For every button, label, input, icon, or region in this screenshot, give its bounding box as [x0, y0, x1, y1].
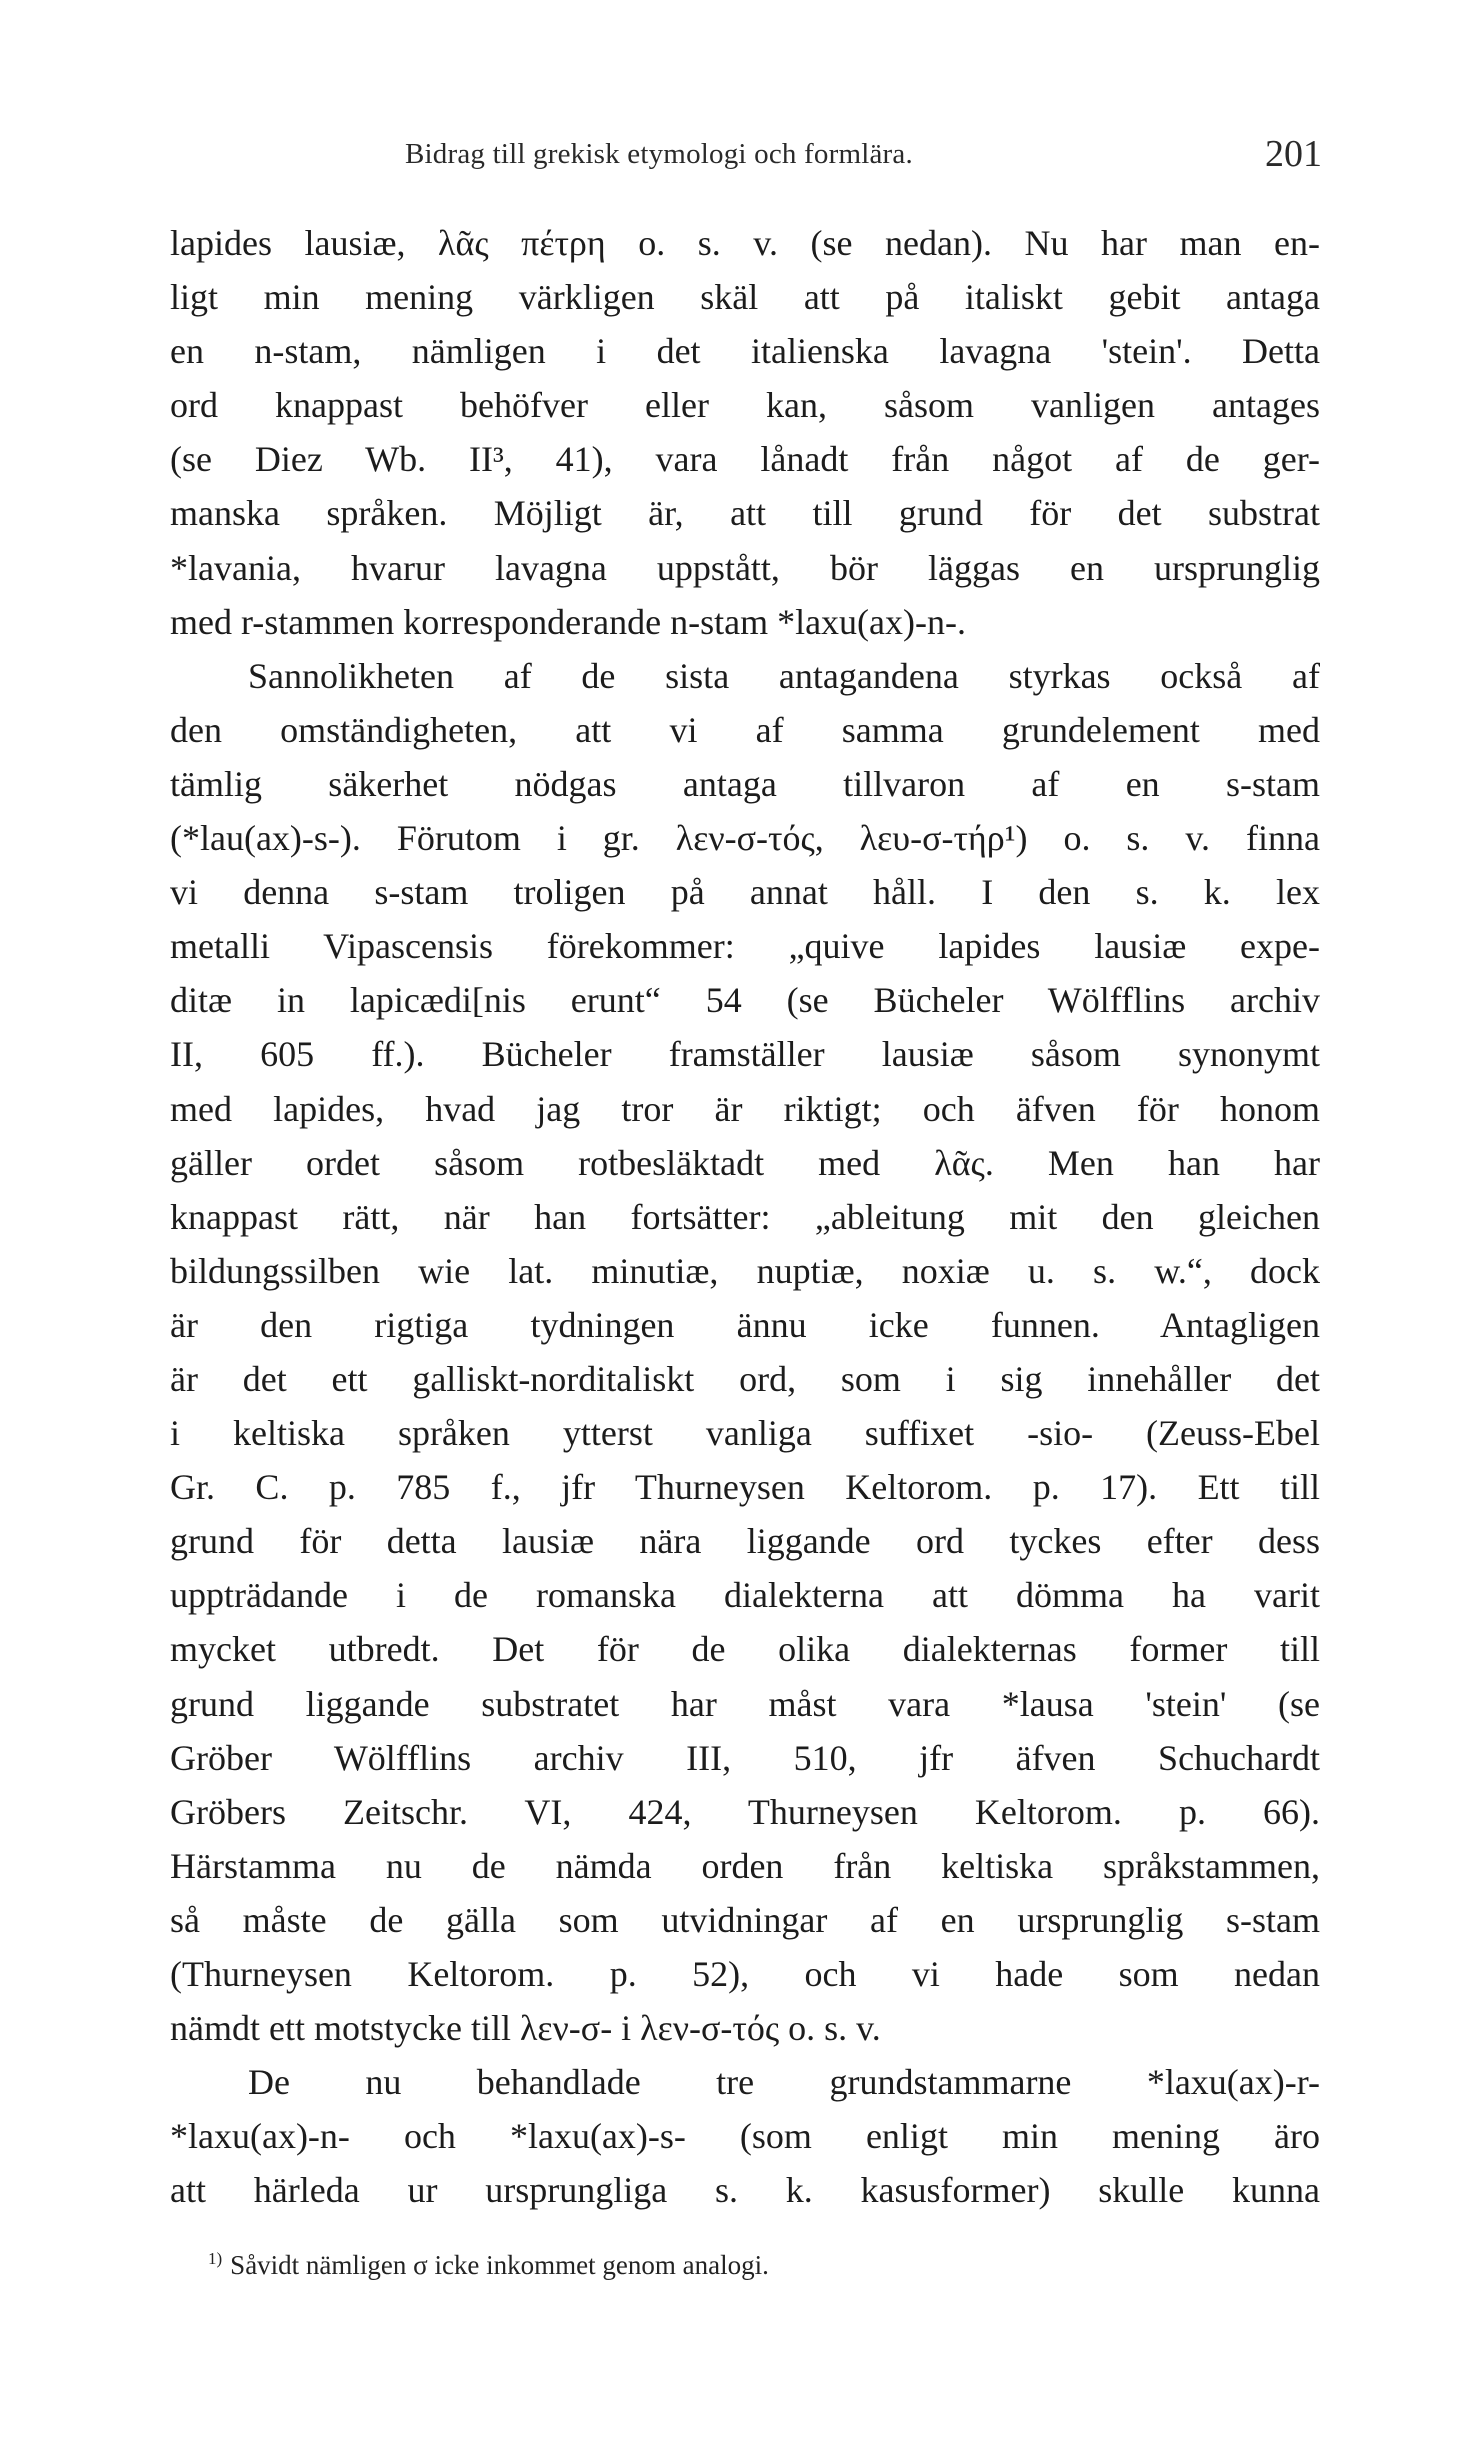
text-line: gäller ordet såsom rotbesläktadt med λᾶς. Men han har	[170, 1142, 1320, 1183]
document-page	[170, 133, 1322, 2283]
text-line: i keltiska språken ytterst vanliga suffixet -sio- (Zeuss-Ebel	[170, 1413, 1320, 1454]
footnote	[170, 2241, 1320, 2283]
text-line: Gröber Wölfflins archiv III, 510, jfr äfven Schuchardt	[170, 1737, 1320, 1778]
text-line: så måste de gälla som utvidningar af en ursprunglig s-stam	[170, 1899, 1320, 1940]
text-line: ord knappast behöfver eller kan, såsom vanligen antages	[170, 385, 1320, 426]
text-line: grund för detta lausiæ nära liggande ord tyckes efter dess	[170, 1521, 1320, 1562]
text-line: tämlig säkerhet nödgas antaga tillvaron af en s-stam	[170, 763, 1320, 804]
text-line: Gr. C. p. 785 f., jfr Thurneysen Keltorom. p. 17). Ett till	[170, 1467, 1320, 1508]
text-line: med r-stammen korresponderande n-stam *laxu(ax)-n-.	[170, 601, 966, 642]
page-number: 201	[1265, 133, 1322, 175]
text-line: Sannolikheten af de sista antagandena styrkas också af	[248, 655, 1320, 696]
text-line: en n-stam, nämligen i det italienska lavagna 'stein'. Detta	[170, 331, 1320, 372]
text-line: metalli Vipascensis förekommer: „quive lapides lausiæ expe-	[170, 926, 1320, 967]
text-line: lapides lausiæ, λᾶς πέτρη o. s. v. (se nedan). Nu har man en-	[170, 223, 1320, 263]
page-header	[170, 133, 1322, 188]
text-line: den omständigheten, att vi af samma grundelement med	[170, 709, 1320, 750]
text-line: Gröbers Zeitschr. VI, 424, Thurneysen Keltorom. p. 66).	[170, 1791, 1320, 1832]
text-line: (Thurneysen Keltorom. p. 52), och vi hade som nedan	[170, 1954, 1320, 1994]
text-line: att härleda ur ursprungliga s. k. kasusformer) skulle kunna	[170, 2170, 1320, 2211]
body-text	[170, 216, 1320, 2217]
footnote-separator	[170, 2217, 1320, 2241]
text-line: *laxu(ax)-n- och *laxu(ax)-s- (som enligt min mening äro	[170, 2116, 1320, 2157]
text-line: ditæ in lapicædi[nis erunt“ 54 (se Bücheler Wölfflins archiv	[170, 980, 1320, 1021]
text-line: De nu behandlade tre grundstammarne *laxu(ax)-r-	[248, 2062, 1320, 2103]
text-line: (*lau(ax)-s-). Förutom i gr. λεν-σ-τός, λευ-σ-τήρ¹) o. s. v. finna	[170, 818, 1320, 859]
running-head: Bidrag till grekisk etymologi och formlära.	[405, 138, 913, 170]
text-line: är det ett galliskt-norditaliskt ord, som i sig innehåller det	[170, 1358, 1320, 1399]
text-line: II, 605 ff.). Bücheler framställer lausiæ såsom synonymt	[170, 1034, 1320, 1075]
text-line: uppträdande i de romanska dialekterna att dömma ha varit	[170, 1575, 1320, 1616]
text-line: Härstamma nu de nämda orden från keltiska språkstammen,	[170, 1845, 1320, 1886]
text-line: med lapides, hvad jag tror är riktigt; och äfven för honom	[170, 1088, 1320, 1129]
text-line: vi denna s-stam troligen på annat håll. I den s. k. lex	[170, 872, 1320, 913]
text-line: knappast rätt, när han fortsätter: „ableitung mit den gleichen	[170, 1196, 1320, 1237]
text-line: bildungssilben wie lat. minutiæ, nuptiæ, noxiæ u. s. w.“, dock	[170, 1250, 1320, 1291]
footnote-text: Såvidt nämligen σ icke inkommet genom analogi.	[230, 2250, 769, 2281]
text-line: *lavania, hvarur lavagna uppstått, bör läggas en ursprunglig	[170, 547, 1320, 588]
footnote-mark: 1)	[208, 2249, 223, 2269]
text-line: ligt min mening värkligen skäl att på italiskt gebit antaga	[170, 277, 1320, 318]
text-line: är den rigtiga tydningen ännu icke funnen. Antagligen	[170, 1304, 1320, 1345]
text-line: (se Diez Wb. II³, 41), vara lånadt från något af de ger-	[170, 439, 1320, 480]
text-line: mycket utbredt. Det för de olika dialekternas former till	[170, 1629, 1320, 1670]
text-line: nämdt ett motstycke till λεν-σ- i λεν-σ-τός o. s. v.	[170, 2008, 881, 2049]
text-line: manska språken. Möjligt är, att till grund för det substrat	[170, 493, 1320, 534]
text-line: grund liggande substratet har måst vara *lausa 'stein' (se	[170, 1683, 1320, 1724]
